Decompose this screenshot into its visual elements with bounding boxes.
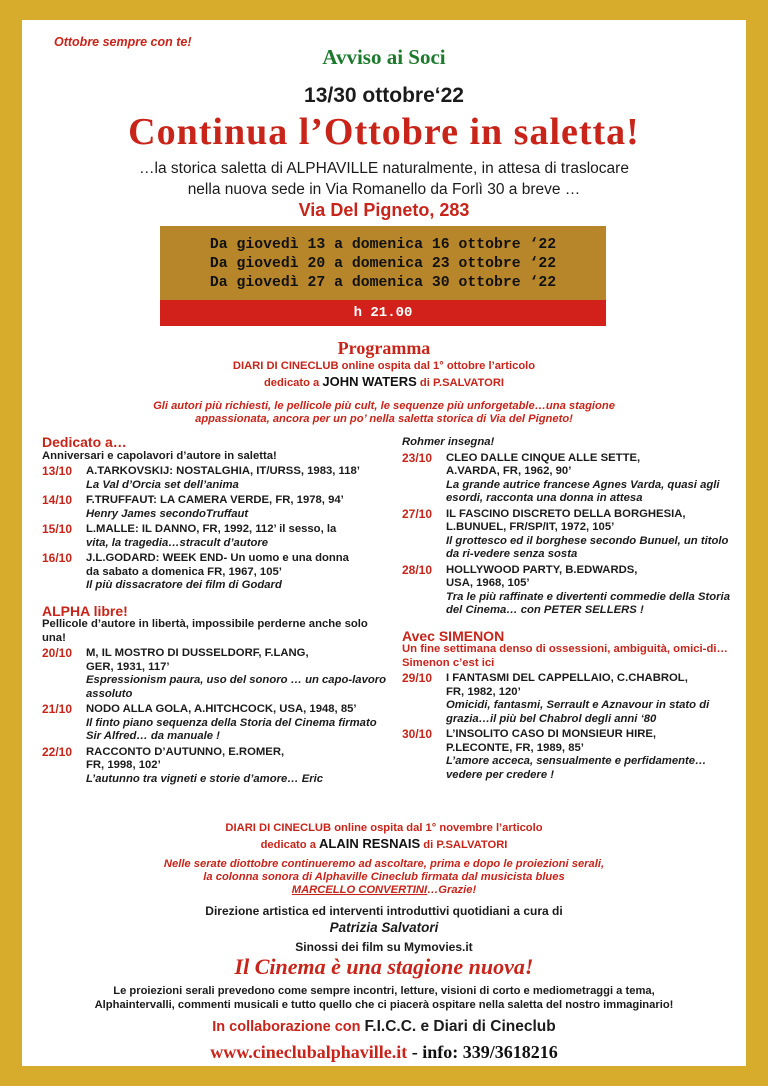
entry-date: 13/10 <box>42 464 73 478</box>
entry-title-2: A.VARDA, FR, 1962, 90’ <box>446 465 572 477</box>
film-entry <box>42 703 394 744</box>
website-link[interactable]: www.cineclubalphaville.it <box>210 1042 408 1062</box>
entry-note: Il grottesco ed il borghese secondo Bunuel, un titolo da ri-vedere senza sosta <box>446 534 729 560</box>
entry-note: L’amore acceca, sensualmente e perfidamente… vedere per credere ! <box>446 755 707 781</box>
entry-title-2: GER, 1931, 117’ <box>86 660 170 673</box>
dedicato-heading: Dedicato a… <box>42 434 127 450</box>
diari2-note <box>22 858 746 897</box>
entry-date: 27/10 <box>402 506 433 521</box>
diari2-note-3 <box>22 884 746 897</box>
address: Via Del Pigneto, 283 <box>298 200 470 220</box>
diari2-name: ALAIN RESNAIS <box>319 836 421 851</box>
entry-date: 16/10 <box>42 551 73 565</box>
entry-title-2: FR, 1998, 102’ <box>86 759 161 771</box>
entry-title-2: FR, 1982, 120’ <box>446 685 521 698</box>
entry-date: 23/10 <box>402 450 433 465</box>
entry-date: 22/10 <box>42 744 73 759</box>
entry-note: La Val d’Orcia set dell’anima <box>86 478 239 491</box>
diari1-line: DIARI DI CINECLUB online ospita dal 1° ottobre l’articolo <box>232 360 536 372</box>
entry-title: L.MALLE: IL DANNO, FR, 1992, 112’ il sesso, la <box>86 523 337 535</box>
entry-note: Omicidi, fantasmi, Serrault e Aznavour in stato di grazia…il più bel Chabrol degli anni ‘80 <box>446 699 710 725</box>
intro-line-2: nella nuova sede in Via Romanello da Forlì 30 a breve … <box>187 181 581 198</box>
entry-note: La grande autrice francese Agnes Varda, quasi agli esordi, racconta una donna in attesa <box>446 478 720 504</box>
entry-date: 29/10 <box>402 671 433 685</box>
poster <box>22 20 746 1066</box>
intro <box>22 158 746 200</box>
schedule-line: Da giovedì 20 a domenica 23 ottobre ‘22 <box>209 256 557 272</box>
diari2-note-2: la colonna sonora di Alphaville Cineclub firmata dal musicista blues <box>203 871 565 883</box>
diari1-tagline <box>22 400 746 426</box>
date-range: 13/30 ottobre‘22 <box>304 84 464 107</box>
entry-note: Il finto piano sequenza della Storia del Cinema firmato Sir Alfred… da manuale ! <box>86 716 377 742</box>
diari1-di: di P.SALVATORI <box>419 377 505 389</box>
diari1-dedicato: dedicato a <box>263 377 320 389</box>
diari1-name: JOHN WATERS <box>322 374 417 389</box>
dedicato-sub: Anniversari e capolavori d’autore in saletta! <box>42 449 277 462</box>
entry-title-2: da sabato a domenica FR, 1967, 105’ <box>86 565 282 578</box>
entry-title: RACCONTO D’AUTUNNO, E.ROMER, <box>86 745 285 758</box>
footer-line-1: Le proiezioni serali prevedono come sempre incontri, letture, visioni di corto e mediometraggi a tema, <box>113 985 655 997</box>
simenon-heading: Avec SIMENON <box>402 627 505 644</box>
time-bar: h 21.00 <box>160 300 606 326</box>
entry-title-2: P.LECONTE, FR, 1989, 85’ <box>446 741 584 754</box>
rohmer-note: Rohmer insegna! <box>402 436 495 448</box>
entry-title: F.TRUFFAUT: LA CAMERA VERDE, FR, 1978, 94’ <box>86 494 344 506</box>
tagline: Ottobre sempre con te! <box>54 35 192 49</box>
entry-date: 28/10 <box>402 562 433 577</box>
film-entry <box>402 508 732 562</box>
sinossi: Sinossi dei film su Mymovies.it <box>295 940 473 954</box>
direzione: Direzione artistica ed interventi introduttivi quotidiani a cura di <box>205 904 563 918</box>
entry-title: M, IL MOSTRO DI DUSSELDORF, F.LANG, <box>86 647 309 659</box>
film-entry <box>402 672 732 726</box>
film-entry <box>402 452 732 506</box>
diari1-tagline-1: Gli autori più richiesti, le pellicole più cult, le sequenze più unforgetable…una stagione <box>153 400 615 412</box>
slogan: Il Cinema è una stagione nuova! <box>234 954 534 979</box>
entry-date: 14/10 <box>42 493 73 507</box>
marcello-link[interactable]: MARCELLO CONVERTINI <box>291 884 428 896</box>
alpha-sub: Pellicole d’autore in libertà, impossibile perderne anche solo una! <box>42 618 368 644</box>
collaboration <box>22 1018 746 1036</box>
schedule-line: Da giovedì 27 a domenica 30 ottobre ‘22 <box>209 275 557 291</box>
diari1-dedication <box>22 374 746 389</box>
film-entry <box>42 523 394 550</box>
entry-title: NODO ALLA GOLA, A.HITCHCOCK, USA, 1948, 85’ <box>86 703 357 715</box>
curator-name: Patrizia Salvatori <box>329 920 439 935</box>
film-entry <box>402 728 732 782</box>
entry-title: IL FASCINO DISCRETO DELLA BORGHESIA, <box>446 507 686 520</box>
entry-title-2: L.BUNUEL, FR/SP/IT, 1972, 105’ <box>446 521 615 533</box>
simenon-sub: Un fine settimana denso di ossessioni, ambiguità, omici-di…Simenon c’est ici <box>402 643 728 669</box>
diari2-thanks: …Grazie! <box>427 884 477 896</box>
entry-title-2: USA, 1968, 105’ <box>446 577 530 589</box>
footer-note <box>22 984 746 1012</box>
collab-partners: F.I.C.C. e Diari di Cineclub <box>364 1018 556 1035</box>
diari2-di: di P.SALVATORI <box>423 839 508 851</box>
entry-title: I FANTASMI DEL CAPPELLAIO, C.CHABROL, <box>446 672 688 684</box>
entry-date: 21/10 <box>42 702 73 716</box>
collab-label: In collaborazione con <box>212 1019 361 1035</box>
schedule-line: Da giovedì 13 a domenica 16 ottobre ‘22 <box>209 237 557 253</box>
entry-note: Tra le più raffinate e divertenti commedie della Storia del Cinema… con PETER SELLERS ! <box>446 590 730 616</box>
left-column <box>42 436 394 786</box>
info-phone: - info: 339/3618216 <box>411 1042 558 1062</box>
entry-title: L’INSOLITO CASO DI MONSIEUR HIRE, <box>446 728 657 740</box>
programma-heading: Programma <box>337 338 431 358</box>
headline: Continua l’Ottobre in saletta! <box>128 111 640 153</box>
film-entry <box>42 552 394 593</box>
diari2-dedication <box>22 836 746 851</box>
right-column <box>402 436 732 782</box>
entry-note: vita, la tragedia…stracult d’autore <box>86 536 269 549</box>
entry-title: HOLLYWOOD PARTY, B.EDWARDS, <box>446 563 638 576</box>
diari1-tagline-2: appassionata, ancora per un po’ nella saletta storica di Via del Pigneto! <box>195 413 573 425</box>
diari2-dedicato: dedicato a <box>260 839 316 851</box>
film-entry <box>402 564 732 618</box>
diari2-note-1: Nelle serate diottobre continueremo ad ascoltare, prima e dopo le proiezioni serali, <box>163 858 605 870</box>
entry-date: 15/10 <box>42 522 73 536</box>
entry-note: Il più dissacratore dei film di Godard <box>86 579 282 591</box>
entry-note: Espressionism paura, uso del sonoro … un capo-lavoro assoluto <box>86 674 387 700</box>
footer-line-2: Alphaintervalli, commenti musicali e tutto quello che ci piacerà ospitare nella saletta del nostro immaginario! <box>94 999 674 1011</box>
avviso-heading: Avviso ai Soci <box>322 45 446 69</box>
entry-note: L’autunno tra vigneti e storie d’amore… Eric <box>86 772 324 785</box>
entry-title: A.TARKOVSKIJ: NOSTALGHIA, IT/URSS, 1983, 118’ <box>86 465 360 477</box>
diari2-line: DIARI DI CINECLUB online ospita dal 1° novembre l’articolo <box>225 822 543 834</box>
entry-date: 20/10 <box>42 646 73 660</box>
film-entry <box>42 494 394 521</box>
intro-line-1: …la storica saletta di ALPHAVILLE naturalmente, in attesa di traslocare <box>139 160 629 177</box>
alpha-heading: ALPHA libre! <box>42 602 128 619</box>
entry-note: Henry James secondoTruffaut <box>86 507 249 520</box>
entry-title: J.L.GODARD: WEEK END- Un uomo e una donna <box>86 552 349 564</box>
entry-date: 30/10 <box>402 727 433 741</box>
film-entry <box>42 647 394 701</box>
contact-line <box>22 1042 746 1063</box>
entry-title: CLEO DALLE CINQUE ALLE SETTE, <box>446 451 641 464</box>
film-entry <box>42 465 394 492</box>
schedule-box <box>160 226 606 300</box>
film-entry <box>42 746 394 787</box>
